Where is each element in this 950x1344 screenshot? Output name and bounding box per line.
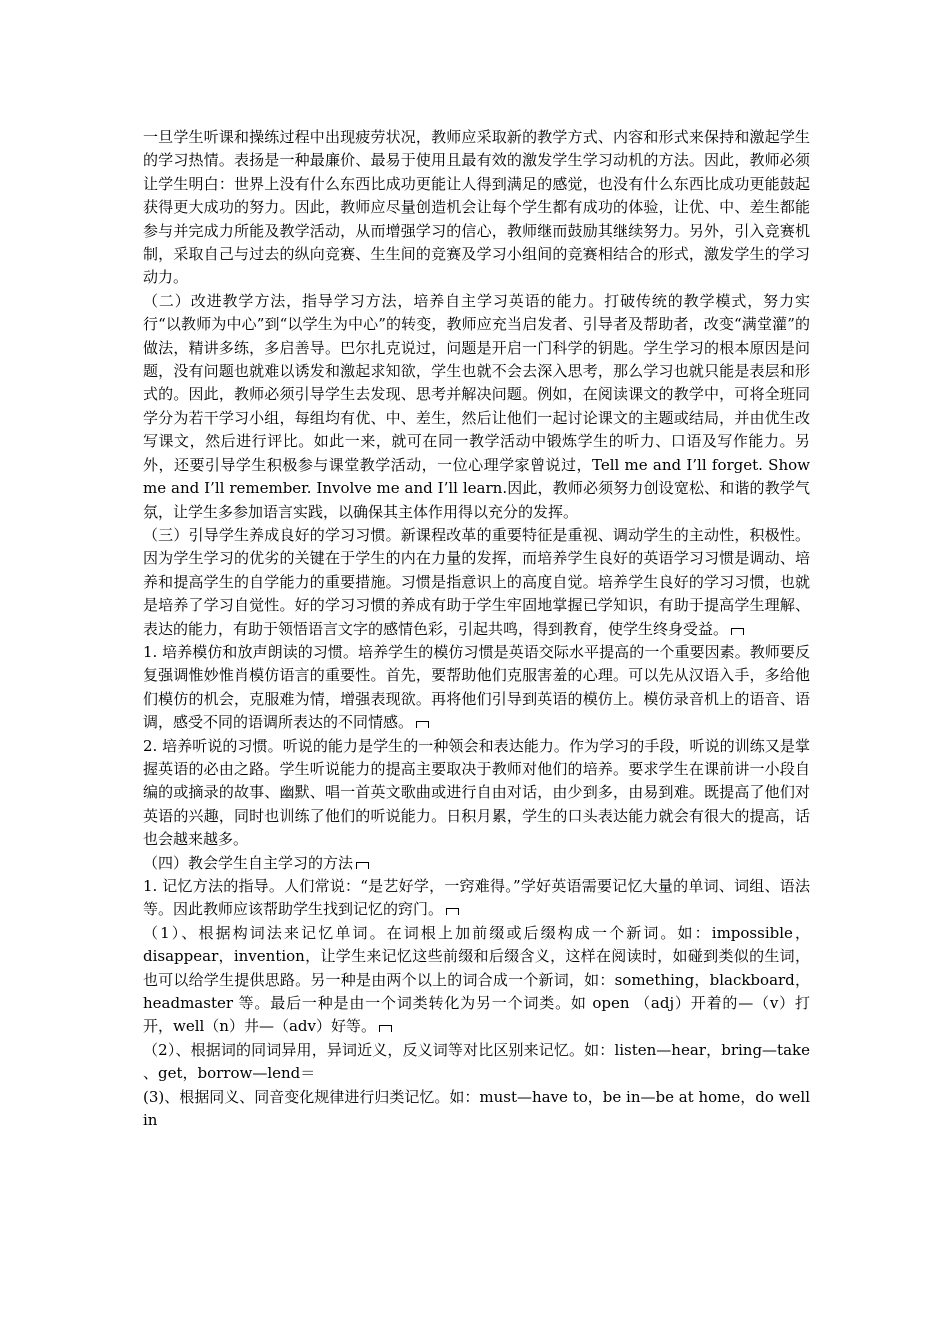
paragraph-text: 一旦学生听课和操练过程中出现疲劳状况，教师应采取新的教学方式、内容和形式来保持和激起学生的学习热情。表扬是一种最廉价、最易于使用且最有效的激发学生学习动机的方法。因此，教师必须让学生明白：世界上没有什么东西比成功更能让人得到满足的感觉，也没有什么东西比成功更能鼓起获得更大成功的努力。因此，教师应尽量创造机会让每个学生都有成功的体验，让优、中、差生都能参与并完成力所能及教学活动，从而增强学习的信心，教师继而鼓励其继续努力。另外，引入竞赛机制，采取自己与过去的纵向竞赛、生生间的竞赛及学习小组间的竞赛相结合的形式，激发学生的学习动力。 (143, 128, 810, 287)
paragraph-text: （1）、根据构词法来记忆单词。在词根上加前缀或后缀构成一个新词。如：impossible，disappear，invention，让学生来记忆这些前缀和后缀含义，这样在阅读时，如碰到类似的生词，也可以给学生提供思路。另一种是由两个以上的词合成一个新词，如：something，blackboard，headmaster 等。最后一种是由一个词类转化为另一个词类。如 open （adj）开着的—（v）打开，well（n）井—（adv）好等。 (143, 923, 810, 1036)
paragraph-8 (143, 922, 810, 1039)
paragraph-text: （2）、根据词的同词异用，异词近义，反义词等对比区别来记忆。如：listen—hear，bring—take 、get，borrow—lend＝ (143, 1040, 810, 1083)
paragraph-2 (143, 290, 810, 524)
paragraph-mark-icon (446, 908, 459, 915)
paragraph-text: 2. 培养听说的习惯。听说的能力是学生的一种领会和表达能力。作为学习的手段，听说的训练又是掌握英语的必由之路。学生听说能力的提高主要取决于教师对他们的培养。要求学生在课前讲一小段自编的或摘录的故事、幽默、唱一首英文歌曲或进行自由对话，由少到多，由易到难。既提高了他们对英语的兴趣，同时也训练了他们的听说能力。日积月累，学生的口头表达能力就会有很大的提高，话也会越来越多。 (143, 736, 810, 849)
paragraph-text: (3)、根据同义、同音变化规律进行归类记忆。如：must—have to，be in—be at home，do well in (143, 1087, 810, 1130)
paragraph-1 (143, 126, 810, 290)
paragraph-text: 1. 记忆方法的指导。人们常说：“是艺好学，一窍难得。”学好英语需要记忆大量的单词、词组、语法等。因此教师应该帮助学生找到记忆的窍门。 (143, 877, 810, 919)
paragraph-text: （二）改进教学方法，指导学习方法，培养自主学习英语的能力。打破传统的教学模式，努力实行“以教师为中心”到“以学生为中心”的转变，教师应充当启发者、引导者及帮助者，改变“满堂灌”的做法，精讲多练，多启善导。巴尔扎克说过，问题是开启一门科学的钥匙。学生学习的根本原因是问题，没有问题也就难以诱发和激起求知欲，学生也就不会去深入思考，那么学习也就只能是表层和形式的。因此，教师必须引导学生去发现、思考并解决问题。例如，在阅读课文的教学中，可将全班同学分为若干学习小组，每组均有优、中、差生，然后让他们一起讨论课文的主题或结局，并由优生改写课文，然后进行评比。如此一来，就可在同一教学活动中锻炼学生的听力、口语及写作能力。另外，还要引导学生积极参与课堂教学活动，一位心理学家曾说过，Tell me and I’ll forget. Show me and I’ll remember. Involve me and I’ll learn.因此，教师必须努力创设宽松、和谐的教学气氛，让学生多参加语言实践，以确保其主体作用得以充分的发挥。 (143, 291, 810, 521)
paragraph-mark-icon (356, 862, 369, 869)
paragraph-text: （四）教会学生自主学习的方法 (143, 853, 354, 872)
paragraph-6 (143, 852, 810, 875)
paragraph-4 (143, 641, 810, 735)
paragraph-mark-icon (379, 1025, 392, 1032)
paragraph-7 (143, 875, 810, 922)
paragraph-mark-icon (731, 628, 744, 635)
paragraph-text: （三）引导学生养成良好的学习习惯。新课程改革的重要特征是重视、调动学生的主动性，积极性。因为学生学习的优劣的关键在于学生的内在力量的发挥，而培养学生良好的英语学习习惯是调动、培养和提高学生的自学能力的重要措施。习惯是指意识上的高度自觉。培养学生良好的学习习惯，也就是培养了学习自觉性。好的学习习惯的养成有助于学生牢固地掌握已学知识，有助于提高学生理解、表达的能力，有助于领悟语言文字的感情色彩，引起共鸣，得到教育，使学生终身受益。 (143, 525, 810, 638)
paragraph-3 (143, 524, 810, 641)
paragraph-9 (143, 1039, 810, 1086)
paragraph-10 (143, 1086, 810, 1133)
paragraph-mark-icon (416, 721, 429, 728)
document-body (143, 126, 810, 1132)
paragraph-5 (143, 735, 810, 852)
paragraph-text: 1. 培养模仿和放声朗读的习惯。培养学生的模仿习惯是英语交际水平提高的一个重要因素。教师要反复强调惟妙惟肖模仿语言的重要性。首先，要帮助他们克服害羞的心理。可以先从汉语入手，多给他们模仿的机会，克服难为情，增强表现欲。再将他们引导到英语的模仿上。模仿录音机上的语音、语调，感受不同的语调所表达的不同情感。 (143, 642, 810, 732)
